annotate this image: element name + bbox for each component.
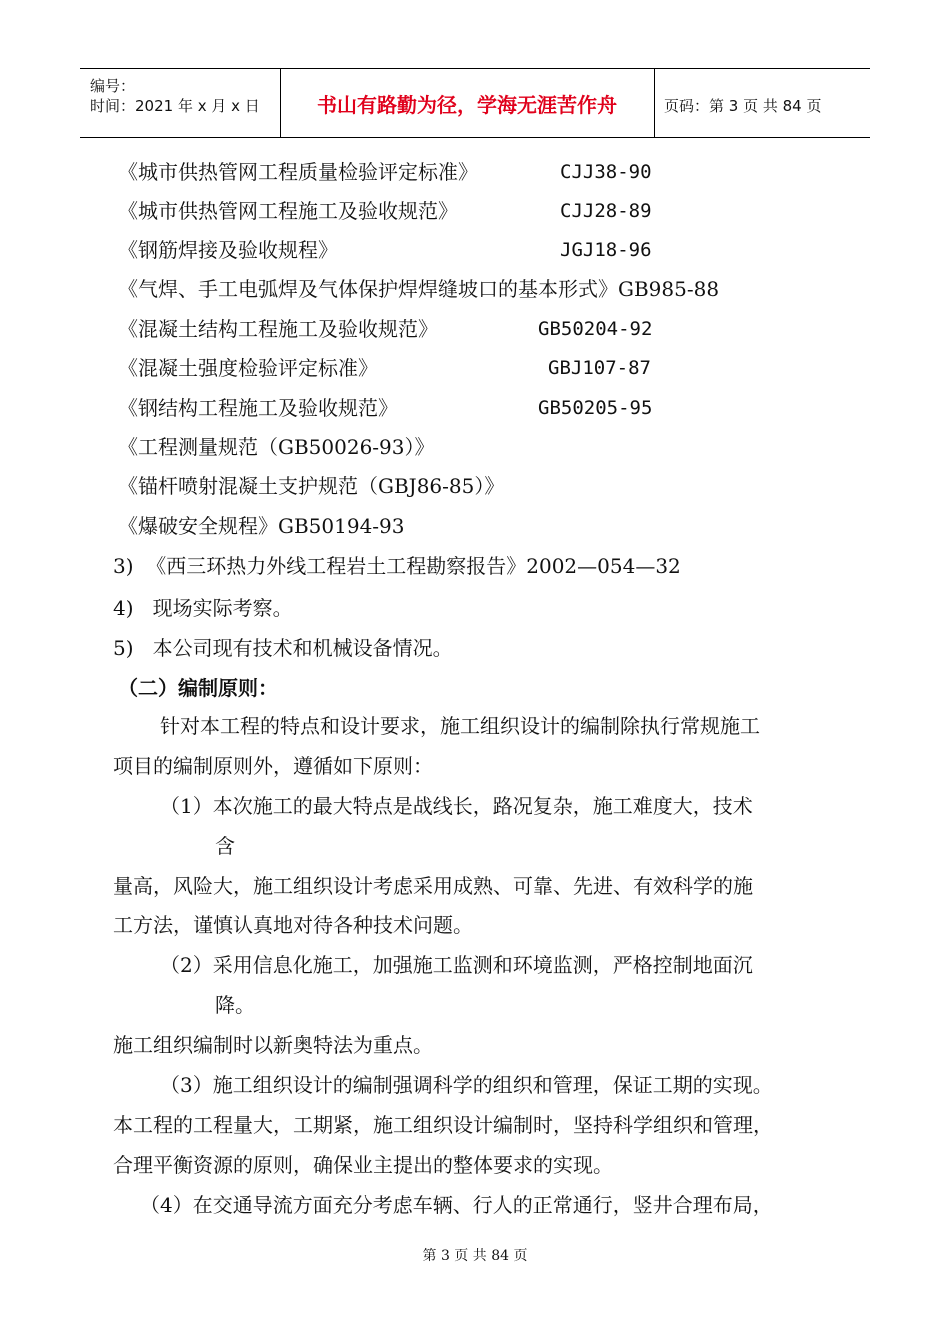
- standard-code: CJJ28-89: [560, 200, 652, 222]
- header-meta: [80, 69, 281, 137]
- standard-name: 《城市供热管网工程施工及验收规范》: [118, 199, 458, 223]
- standard-name: 《爆破安全规程》GB50194-93: [118, 514, 405, 538]
- standard-name: 《钢筋焊接及验收规程》: [118, 238, 338, 262]
- paragraph-line: 降。: [215, 993, 255, 1017]
- paragraph-line: 针对本工程的特点和设计要求，施工组织设计的编制除执行常规施工: [160, 714, 760, 738]
- paragraph-line: 本工程的工程量大，工期紧，施工组织设计编制时，坚持科学组织和管理，: [113, 1113, 773, 1137]
- standard-code: GBJ107-87: [548, 357, 651, 379]
- paragraph-line: 工方法，谨慎认真地对待各种技术问题。: [113, 913, 473, 937]
- standard-code: GB50204-92: [538, 318, 653, 340]
- page-footer: 第 3 页 共 84 页: [422, 1248, 528, 1264]
- standard-name: 《混凝土强度检验评定标准》: [118, 356, 378, 380]
- number-label: 编号：: [90, 77, 136, 95]
- standard-name: 《钢结构工程施工及验收规范》: [118, 396, 398, 420]
- standard-name: 《气焊、手工电弧焊及气体保护焊焊缝坡口的基本形式》GB985-88: [118, 277, 720, 301]
- paragraph-line: 含: [215, 834, 235, 858]
- standard-code: JGJ18-96: [560, 239, 652, 261]
- list-item: 3) 《西三环热力外线工程岩土工程勘察报告》2002—054—32: [113, 554, 681, 578]
- standard-code: GB50205-95: [538, 397, 653, 419]
- paragraph-line: 施工组织编制时以新奥特法为重点。: [113, 1033, 433, 1057]
- list-item: 4) 现场实际考察。: [113, 596, 293, 620]
- paragraph-line: 量高，风险大，施工组织设计考虑采用成熟、可靠、先进、有效科学的施: [113, 874, 753, 898]
- paragraph-line: （1）本次施工的最大特点是战线长，路况复杂，施工难度大，技术: [160, 794, 753, 818]
- standard-name: 《锚杆喷射混凝土支护规范（GBJ86-85）》: [118, 474, 505, 498]
- standard-name: 《混凝土结构工程施工及验收规范》: [118, 317, 438, 341]
- header-page-info: 页码：第 3 页 共 84 页: [664, 97, 822, 115]
- paragraph-line: （2）采用信息化施工，加强施工监测和环境监测，严格控制地面沉: [160, 953, 753, 977]
- paragraph-line: 合理平衡资源的原则，确保业主提出的整体要求的实现。: [113, 1153, 613, 1177]
- standard-code: CJJ38-90: [560, 161, 652, 183]
- section-title: （二）编制原则：: [118, 676, 278, 700]
- paragraph-line: 项目的编制原则外，遵循如下原则：: [113, 754, 433, 778]
- standard-name: 《城市供热管网工程质量检验评定标准》: [118, 160, 478, 184]
- paragraph-line: （4）在交通导流方面充分考虑车辆、行人的正常通行，竖井合理布局，: [140, 1193, 773, 1217]
- list-item: 5) 本公司现有技术和机械设备情况。: [113, 636, 453, 660]
- paragraph-line: （3）施工组织设计的编制强调科学的组织和管理，保证工期的实现。: [160, 1073, 773, 1097]
- standard-name: 《工程测量规范（GB50026-93）》: [118, 435, 435, 459]
- date-label: 时间：2021 年 x 月 x 日: [90, 97, 260, 115]
- page-header: [80, 68, 870, 138]
- header-motto: 书山有路勤为径，学海无涯苦作舟: [280, 69, 655, 137]
